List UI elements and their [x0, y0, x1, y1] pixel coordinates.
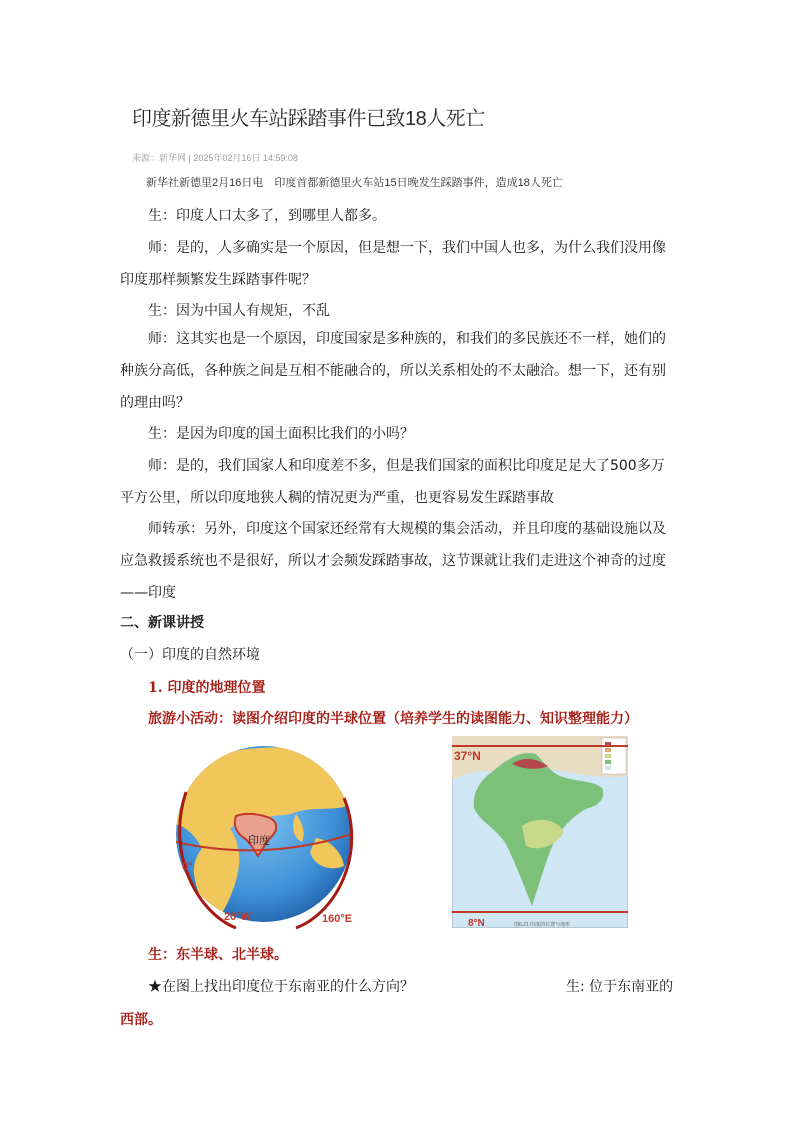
dialogue-line-4: 师：这其实也是一个原因，印度国家是多种族的，和我们的多民族还不一样，她们的种族分高低，各种族之间是互相不能融合的，所以关系相处的不太融洽。想一下，还有别的理由吗？: [120, 331, 666, 411]
map-label-37n: 37°N: [454, 749, 481, 763]
activity-text: 旅游小活动：读图介绍印度的半球位置（培养学生的读图能力、知识整理能力）: [148, 711, 638, 727]
section-heading: 二、新课讲授: [120, 615, 204, 631]
globe-label-160e: 160°E: [322, 913, 353, 925]
map-label-8n: 8°N: [468, 918, 485, 928]
item-heading: 1. 印度的地理位置: [148, 680, 266, 696]
globe-figure: [166, 742, 362, 930]
answer-direction-part2: 西部。: [120, 1012, 162, 1028]
globe-label-india: 印度: [248, 835, 270, 847]
globe-label-0: 0°: [182, 861, 193, 873]
dialogue-line-3: 生：因为中国人有规矩，不乱: [148, 303, 330, 319]
globe-label-20w: 20°W: [224, 911, 252, 923]
news-title: 印度新德里火车站踩踏事件已致18人死亡: [132, 108, 485, 130]
news-meta: 来源：新华网 | 2025年02月16日 14:59:08: [132, 153, 298, 163]
india-map-figure: [452, 736, 628, 928]
answer-hemisphere: 生：东半球、北半球。: [148, 947, 288, 963]
dialogue-line-1: 生：印度人口太多了，到哪里人都多。: [148, 208, 386, 224]
dialogue-line-7: 师转承：另外，印度这个国家还经常有大规模的集会活动，并且印度的基础设施以及应急救援系统也不是很好，所以才会频发踩踏事故，这节课就让我们走进这个神奇的过度——印度: [120, 521, 666, 601]
question-direction: ★在图上找出印度位于东南亚的什么方向？: [148, 979, 414, 995]
answer-direction-part1: 生: 位于东南亚的: [566, 979, 674, 995]
news-lead: 新华社新德里2月16日电 印度首都新德里火车站15日晚发生踩踏事件，造成18人死亡: [146, 177, 563, 189]
dialogue-line-2: 师：是的，人多确实是一个原因，但是想一下，我们中国人也多，为什么我们没用像印度那样频繁发生踩踏事件呢？: [120, 240, 666, 288]
subsection-heading: （一）印度的自然环境: [120, 647, 260, 663]
dialogue-line-5: 生：是因为印度的国土面积比我们的小吗？: [148, 426, 414, 442]
map-caption: 图6.21 印度的位置与地形: [514, 922, 571, 928]
dialogue-line-6: 师：是的，我们国家人和印度差不多，但是我们国家的面积比印度足足大了500多万平方公里，所以印度地狭人稠的情况更为严重，也更容易发生踩踏事故: [120, 458, 665, 506]
